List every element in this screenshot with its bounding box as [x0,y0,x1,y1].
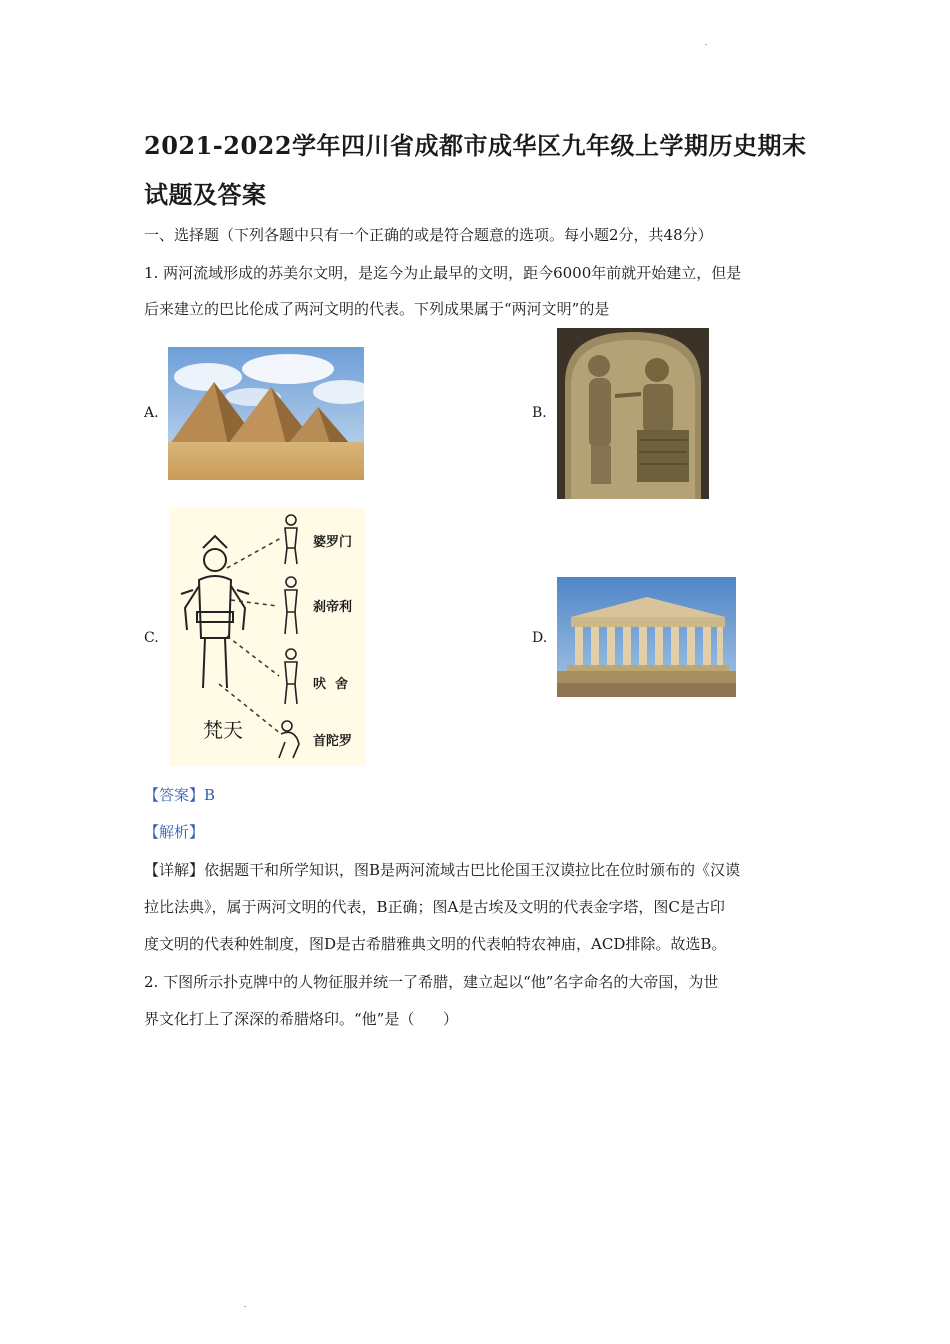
page-title: 2021-2022学年四川省成都市成华区九年级上学期历史期末 [144,131,807,160]
caste-label-brahmin: 婆罗门 [313,535,353,550]
option-c-label: C. [144,630,159,646]
question-1-stem: 1. 两河流域形成的苏美尔文明，是迄今为止最早的文明，距今6000年前就开始建立，但是 [144,264,742,282]
question-2-stem: 2. 下图所示扑克牌中的人物征服并统一了希腊，建立起以“他”名字命名的大帝国，为世 [144,973,719,991]
caste-label-shudra: 首陀罗 [313,734,353,749]
corner-mark [705,44,707,45]
detail-line-3: 度文明的代表种姓制度，图D是古希腊雅典文明的代表帕特农神庙，ACD排除。故选B。 [144,935,727,953]
section-heading: 一、选择题（下列各题中只有一个正确的或是符合题意的选项。每小题2分，共48分） [144,226,713,244]
brahma-label: 梵天 [203,718,243,742]
pyramids-image [168,347,364,480]
option-a-label: A. [144,405,159,421]
question-2-stem-line2: 界文化打上了深深的希腊烙印。“他”是（ ） [144,1010,458,1028]
answer-label: 【答案】B [144,786,216,804]
caste-label-kshatriya: 刹帝利 [313,600,353,615]
option-d-label: D. [532,630,548,646]
analysis-label: 【解析】 [144,823,205,841]
parthenon-image [557,577,736,697]
page-title-line2: 试题及答案 [144,180,267,209]
detail-line-2: 拉比法典》，属于两河文明的代表，B正确；图A是古埃及文明的代表金字塔，图C是古印 [144,898,725,916]
caste-system-diagram [169,508,365,766]
detail-line-1: 【详解】依据题干和所学知识，图B是两河流域古巴比伦国王汉谟拉比在位时颁布的《汉谟 [144,861,741,879]
caste-label-vaishya: 吠 舍 [313,677,349,692]
footer-mark [244,1306,246,1307]
option-b-label: B. [532,405,547,421]
question-1-stem-line2: 后来建立的巴比伦成了两河文明的代表。下列成果属于“两河文明”的是 [144,300,610,318]
hammurabi-stele-image [557,328,709,499]
